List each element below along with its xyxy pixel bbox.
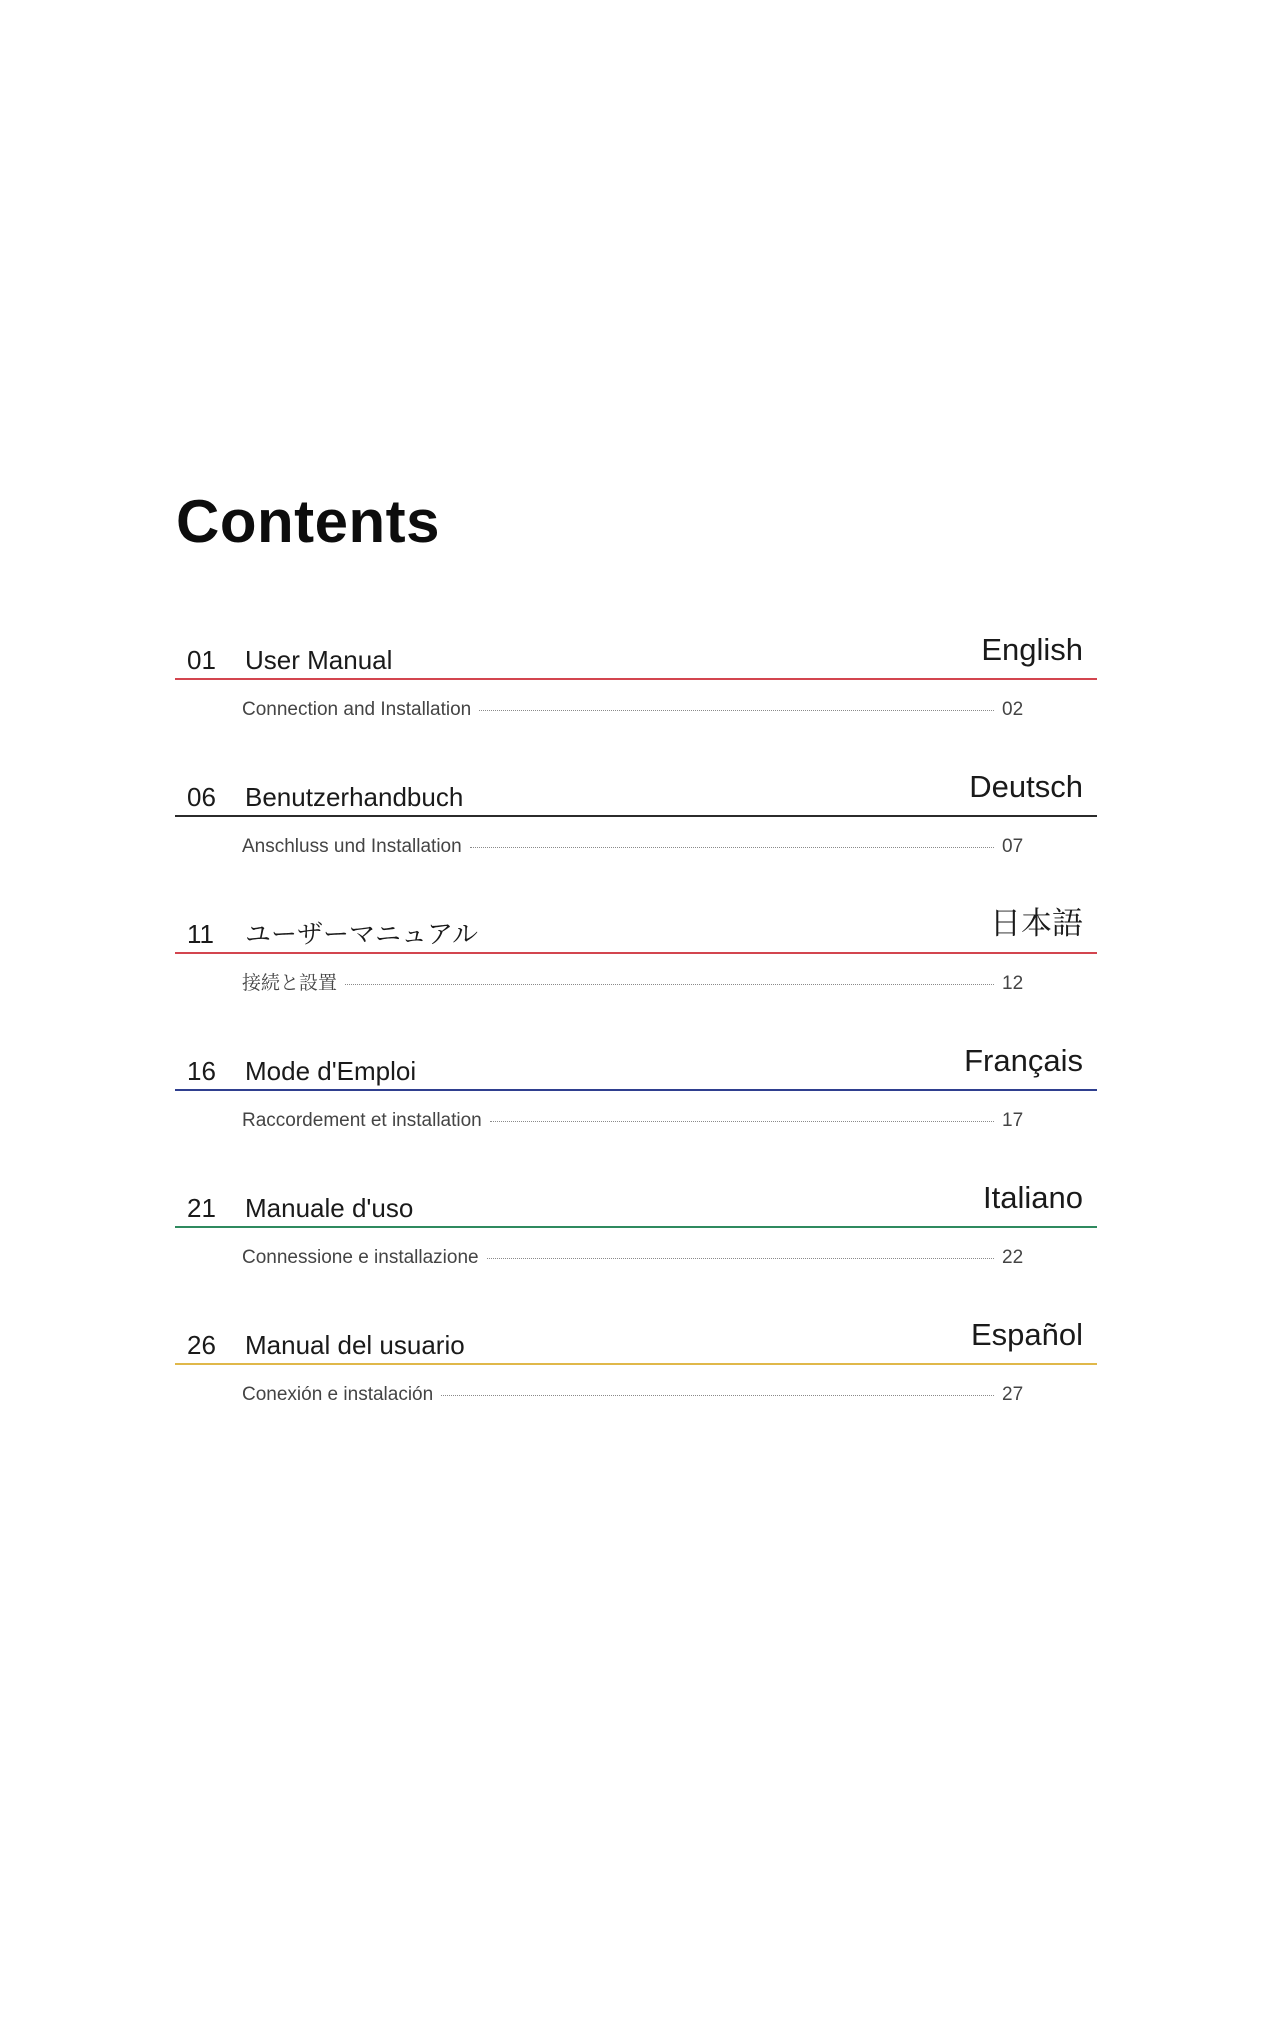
section-number: 16 bbox=[187, 1056, 216, 1086]
section-number: 21 bbox=[187, 1193, 216, 1223]
toc-entry-page: 07 bbox=[1002, 836, 1024, 857]
section-language: English bbox=[981, 632, 1083, 667]
section-title: User Manual bbox=[245, 645, 393, 675]
toc-entry-page: 12 bbox=[1002, 973, 1024, 994]
section-number: 01 bbox=[187, 645, 216, 675]
section-header bbox=[175, 1305, 1097, 1365]
toc-entry-label: Connessione e installazione bbox=[242, 1247, 479, 1268]
toc-entry-page: 22 bbox=[1002, 1247, 1024, 1268]
toc-entry[interactable] bbox=[242, 1385, 1032, 1404]
section-number: 11 bbox=[187, 919, 214, 949]
section-header bbox=[175, 1168, 1097, 1228]
dot-leader bbox=[345, 984, 994, 985]
toc-section-deutsch bbox=[175, 757, 1097, 894]
section-header bbox=[175, 1031, 1097, 1091]
toc-entry-page: 17 bbox=[1002, 1110, 1024, 1131]
section-number: 26 bbox=[187, 1330, 216, 1360]
section-title: Benutzerhandbuch bbox=[245, 782, 464, 812]
toc-entry[interactable] bbox=[242, 1248, 1032, 1267]
dot-leader bbox=[441, 1395, 994, 1396]
section-title: Mode d'Emploi bbox=[245, 1056, 417, 1086]
toc-entry-label: Anschluss und Installation bbox=[242, 836, 462, 857]
section-language: Deutsch bbox=[969, 769, 1083, 804]
section-number: 06 bbox=[187, 782, 216, 812]
toc-entry[interactable] bbox=[242, 837, 1032, 856]
toc-section-espanol bbox=[175, 1305, 1097, 1442]
toc-entry[interactable] bbox=[242, 1111, 1032, 1130]
toc-entry-label: Conexión e instalación bbox=[242, 1384, 434, 1405]
section-title: Manuale d'uso bbox=[245, 1193, 414, 1223]
toc-section-francais bbox=[175, 1031, 1097, 1168]
toc-entry-label: 接続と設置 bbox=[242, 973, 338, 994]
dot-leader bbox=[470, 847, 994, 848]
toc-entry-label: Connection and Installation bbox=[242, 699, 472, 720]
section-language: 日本語 bbox=[990, 906, 1083, 941]
section-header bbox=[175, 757, 1097, 817]
toc-section-japanese bbox=[175, 894, 1097, 1031]
dot-leader bbox=[479, 710, 994, 711]
section-header bbox=[175, 894, 1097, 954]
toc-entry-label: Raccordement et installation bbox=[242, 1110, 482, 1131]
section-language: Español bbox=[970, 1317, 1083, 1352]
section-language: Italiano bbox=[983, 1180, 1083, 1215]
section-language: Français bbox=[964, 1043, 1083, 1078]
section-title: Manual del usuario bbox=[245, 1330, 465, 1360]
section-header bbox=[175, 620, 1097, 680]
toc-entry-page: 02 bbox=[1002, 699, 1024, 720]
page-title: Contents bbox=[176, 488, 440, 555]
table-of-contents bbox=[175, 620, 1097, 1442]
toc-entry[interactable] bbox=[242, 974, 1032, 993]
dot-leader bbox=[487, 1258, 994, 1259]
dot-leader bbox=[490, 1121, 994, 1122]
toc-section-italiano bbox=[175, 1168, 1097, 1305]
toc-entry[interactable] bbox=[242, 700, 1032, 719]
toc-entry-page: 27 bbox=[1002, 1384, 1024, 1405]
section-title: ユーザーマニュアル bbox=[245, 919, 478, 949]
toc-section-english bbox=[175, 620, 1097, 757]
